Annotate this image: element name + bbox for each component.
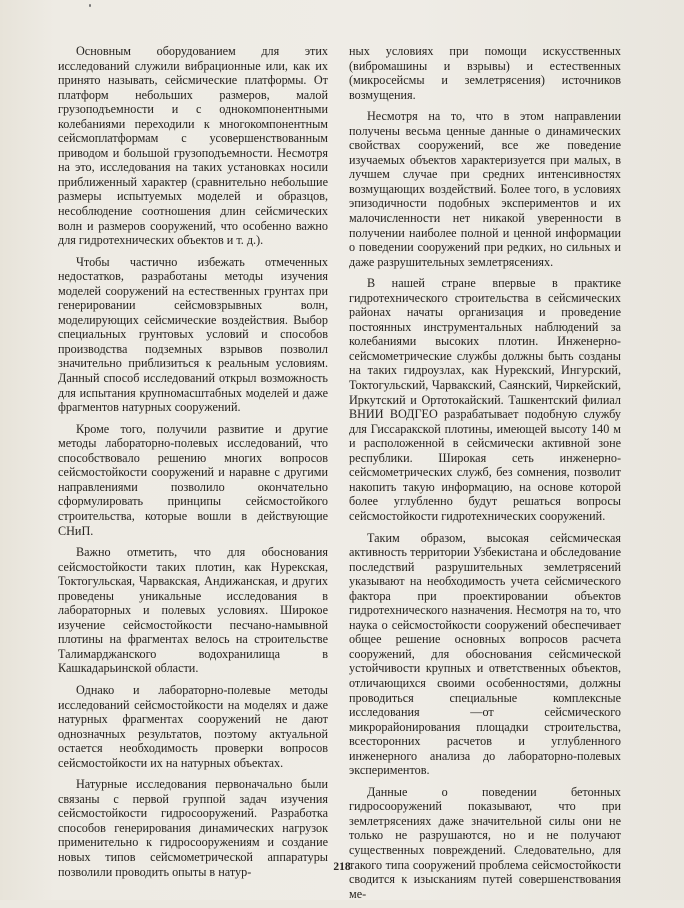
paragraph: Данные о поведении бетонных гидросооружений показывают, что при землетрясениях даже значительной силы они не только не разрушаются, но и не получают существенных повреждений. Следовательно, для такого типа сооружений проблема сейсмостойкости сводится к изысканиям путей совершенствования ме- <box>349 784 621 901</box>
paragraph: Однако и лабораторно-полевые методы исследований сейсмостойкости на моделях и даже натурных фрагментах сооружений не дают однозначных результатов, поэтому актуальной остается необходимость проверки вопросов сейсмостойкости их на натурных объектах. <box>58 682 328 770</box>
left-column <box>58 44 328 886</box>
right-column <box>349 44 621 908</box>
paragraph-continued: ных условиях при помощи искусственных (вибромашины и взрывы) и естественных (микросейсмы и землетрясения) источников возмущения. <box>349 44 621 102</box>
paragraph: Чтобы частично избежать отмеченных недостатков, разработаны методы изучения моделей сооружений на естественных грунтах при генерировании сейсмовзрывных волн, моделирующих сейсмические воздействия. Выбор специальных грунтовых условий и способов производства подземных взрывов позволил значительно приблизиться к реальным условиям. Данный способ исследований открыл возможность для испытания крупномасштабных моделей и даже фрагментов натурных сооружений. <box>58 254 328 415</box>
print-speck <box>89 4 91 7</box>
paragraph: В нашей стране впервые в практике гидротехнического строительства в сейсмических районах начаты организация и проведение постоянных инструментальных наблюдений за колебаниями высоких плотин. Инженерно-сейсмометрические службы должны быть созданы на таких гидроузлах, как Нурекский, Ингурский, Токтогульский, Чарвакский, Саянский, Чиркейский, Иркутский и Ортотокайский. Ташкентский филиал ВНИИ ВОДГЕО разрабатывает подобную службу для Гиссаракской плотины, имеющей высоту 140 м и расположенной в сейсмически активной зоне республики. Широкая сеть инженерно-сейсмометрических служб, без сомнения, позволит накопить такую информацию, на основе которой более углубленно будут решаться вопросы сейсмостойкости гидротехнических сооружений. <box>349 276 621 523</box>
paragraph: Натурные исследования первоначально были связаны с первой группой задач изучения сейсмостойкости гидросооружений. Разработка способов генерирования динамических нагрузок применительно к гидросооружениям и создание новых типов сейсмометрической аппаратуры позволили проводить опыты в натур- <box>58 777 328 879</box>
paragraph: Важно отметить, что для обоснования сейсмостойкости таких плотин, как Нурекская, Токтогульская, Чарвакская, Андижанская, и других проведены уникальные исследования в лабораторных и полевых условиях. Широкое изучение сейсмостойкости песчано-намывной плотины на фрагментах велось на строительстве Талимарджанского водохранилища в Кашкадарьинской области. <box>58 545 328 676</box>
paragraph: Основным оборудованием для этих исследований служили вибрационные или, как их принято называть, сейсмические платформы. От платформ небольших размеров, малой грузоподъемности и с однокомпонентными колебаниями переходили к многокомпонентным сейсмоплатформам с усовершенствованным приводом и большой грузоподъемности. Несмотря на это, исследования на таких установках носили приближенный характер (сравнительно небольшие размеры испытуемых моделей и образцов, несоблюдение соотношения длин сейсмических волн и размеров сооружений, что особенно важно для гидротехнических объектов и т. д.). <box>58 44 328 248</box>
paragraph: Несмотря на то, что в этом направлении получены весьма ценные данные о динамических свойствах сооружений, все же поведение изучаемых объектов характеризуется при малых, в лучшем случае при средних интенсивностях возмущающих воздействий. Более того, в условиях эпизодичности подобных экспериментов и их малочисленности нет никакой уверенности в получении наиболее полной и ценной информации о поведении сооружений при редких, но сильных и даже разрушительных землетрясениях. <box>349 109 621 269</box>
paragraph: Кроме того, получили развитие и другие методы лабораторно-полевых исследований, что способствовало решению многих вопросов сейсмостойкости сооружений и наравне с другими направлениями позволило окончательно сформулировать принципы сейсмостойкого строительства, которые вошли в действующие СНиП. <box>58 421 328 538</box>
page-number: 218 <box>333 861 351 873</box>
paragraph: Таким образом, высокая сейсмическая активность территории Узбекистана и обследование последствий разрушительных землетрясений указывают на необходимость учета сейсмического фактора при проектировании объектов гидротехнического назначения. Несмотря на то, что наука о сейсмостойкости сооружений обеспечивает общее решение основных вопросов расчета сооружений, для обоснования сейсмической устойчивости крупных и ответственных объектов, отличающихся своими особенностями, должны проводиться специальные комплексные исследования —от сейсмического микрорайонирования площадки строительства, всесторонних расчетов и углубленного инженерного анализа до лабораторно-полевых экспериментов. <box>349 530 621 778</box>
